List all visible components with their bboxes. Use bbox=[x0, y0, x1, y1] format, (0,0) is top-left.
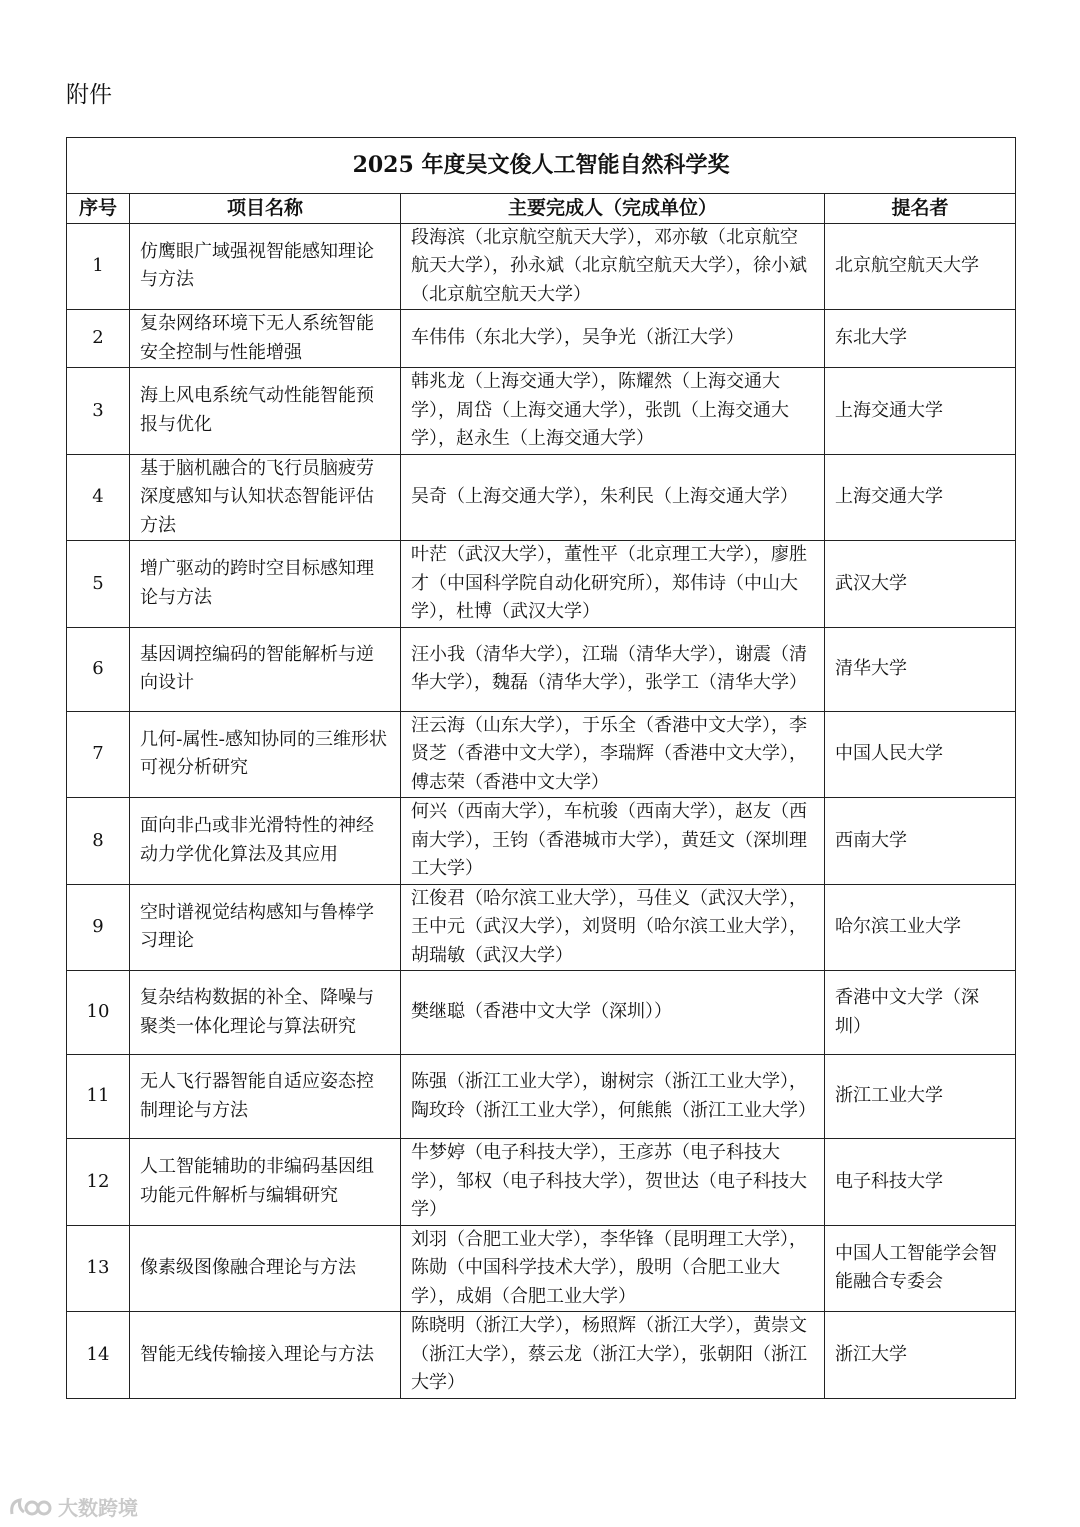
table-row bbox=[67, 1312, 1016, 1399]
table-row bbox=[67, 627, 1016, 711]
row-number: 10 bbox=[67, 971, 130, 1055]
column-header-nominator: 提名者 bbox=[825, 194, 1016, 224]
main-contributors: 何兴（西南大学），车杭骏（西南大学），赵友（西南大学），王钧（香港城市大学），黄廷文（深圳理工大学） bbox=[401, 798, 825, 885]
nominator: 北京航空航天大学 bbox=[825, 223, 1016, 310]
main-contributors: 韩兆龙（上海交通大学），陈耀然（上海交通大学），周岱（上海交通大学），张凯（上海交通大学），赵永生（上海交通大学） bbox=[401, 368, 825, 455]
main-contributors: 江俊君（哈尔滨工业大学），马佳义（武汉大学），王中元（武汉大学），刘贤明（哈尔滨工业大学），胡瑞敏（武汉大学） bbox=[401, 884, 825, 971]
nominator: 清华大学 bbox=[825, 627, 1016, 711]
table-row bbox=[67, 454, 1016, 541]
table-row bbox=[67, 971, 1016, 1055]
row-number: 13 bbox=[67, 1225, 130, 1312]
column-header-no: 序号 bbox=[67, 194, 130, 224]
table-row bbox=[67, 1055, 1016, 1139]
table-row bbox=[67, 223, 1016, 310]
nominator: 哈尔滨工业大学 bbox=[825, 884, 1016, 971]
row-number: 9 bbox=[67, 884, 130, 971]
row-number: 8 bbox=[67, 798, 130, 885]
project-name: 面向非凸或非光滑特性的神经动力学优化算法及其应用 bbox=[130, 798, 401, 885]
nominator: 浙江工业大学 bbox=[825, 1055, 1016, 1139]
watermark-logo-icon bbox=[8, 1494, 52, 1520]
nominator: 中国人民大学 bbox=[825, 711, 1016, 798]
main-contributors: 陈晓明（浙江大学），杨照辉（浙江大学），黄崇文（浙江大学），蔡云龙（浙江大学），张朝阳（浙江大学） bbox=[401, 1312, 825, 1399]
project-name: 人工智能辅助的非编码基因组功能元件解析与编辑研究 bbox=[130, 1139, 401, 1226]
table-row bbox=[67, 884, 1016, 971]
row-number: 5 bbox=[67, 541, 130, 628]
project-name: 空时谱视觉结构感知与鲁棒学习理论 bbox=[130, 884, 401, 971]
project-name: 海上风电系统气动性能智能预报与优化 bbox=[130, 368, 401, 455]
table-row bbox=[67, 711, 1016, 798]
nominator: 上海交通大学 bbox=[825, 454, 1016, 541]
table-row bbox=[67, 541, 1016, 628]
column-header-people: 主要完成人（完成单位） bbox=[401, 194, 825, 224]
project-name: 基因调控编码的智能解析与逆向设计 bbox=[130, 627, 401, 711]
row-number: 14 bbox=[67, 1312, 130, 1399]
row-number: 6 bbox=[67, 627, 130, 711]
row-number: 7 bbox=[67, 711, 130, 798]
row-number: 4 bbox=[67, 454, 130, 541]
project-name: 基于脑机融合的飞行员脑疲劳深度感知与认知状态智能评估方法 bbox=[130, 454, 401, 541]
main-contributors: 车伟伟（东北大学），吴争光（浙江大学） bbox=[401, 310, 825, 368]
main-contributors: 陈强（浙江工业大学），谢树宗（浙江工业大学），陶玫玲（浙江工业大学），何熊熊（浙江工业大学） bbox=[401, 1055, 825, 1139]
project-name: 无人飞行器智能自适应姿态控制理论与方法 bbox=[130, 1055, 401, 1139]
row-number: 1 bbox=[67, 223, 130, 310]
table-row bbox=[67, 368, 1016, 455]
project-name: 智能无线传输接入理论与方法 bbox=[130, 1312, 401, 1399]
nominator: 武汉大学 bbox=[825, 541, 1016, 628]
row-number: 11 bbox=[67, 1055, 130, 1139]
main-contributors: 吴奇（上海交通大学），朱利民（上海交通大学） bbox=[401, 454, 825, 541]
project-name: 像素级图像融合理论与方法 bbox=[130, 1225, 401, 1312]
column-header-project: 项目名称 bbox=[130, 194, 401, 224]
table-title: 2025 年度吴文俊人工智能自然科学奖 bbox=[67, 138, 1016, 194]
project-name: 仿鹰眼广域强视智能感知理论与方法 bbox=[130, 223, 401, 310]
main-contributors: 汪云海（山东大学），于乐全（香港中文大学），李贤芝（香港中文大学），李瑞辉（香港中文大学），傅志荣（香港中文大学） bbox=[401, 711, 825, 798]
project-name: 增广驱动的跨时空目标感知理论与方法 bbox=[130, 541, 401, 628]
main-contributors: 叶茫（武汉大学），董性平（北京理工大学），廖胜才（中国科学院自动化研究所），郑伟诗（中山大学），杜博（武汉大学） bbox=[401, 541, 825, 628]
nominator: 电子科技大学 bbox=[825, 1139, 1016, 1226]
table-row bbox=[67, 1225, 1016, 1312]
nominator: 西南大学 bbox=[825, 798, 1016, 885]
nominator: 上海交通大学 bbox=[825, 368, 1016, 455]
nominator: 中国人工智能学会智能融合专委会 bbox=[825, 1225, 1016, 1312]
watermark bbox=[8, 1492, 138, 1521]
table-row bbox=[67, 798, 1016, 885]
project-name: 复杂网络环境下无人系统智能安全控制与性能增强 bbox=[130, 310, 401, 368]
main-contributors: 樊继聪（香港中文大学（深圳）） bbox=[401, 971, 825, 1055]
main-contributors: 刘羽（合肥工业大学），李华锋（昆明理工大学），陈勋（中国科学技术大学），殷明（合肥工业大学），成娟（合肥工业大学） bbox=[401, 1225, 825, 1312]
row-number: 3 bbox=[67, 368, 130, 455]
award-table bbox=[66, 137, 1016, 1399]
row-number: 2 bbox=[67, 310, 130, 368]
table-row bbox=[67, 1139, 1016, 1226]
main-contributors: 段海滨（北京航空航天大学），邓亦敏（北京航空航天大学），孙永斌（北京航空航天大学），徐小斌（北京航空航天大学） bbox=[401, 223, 825, 310]
nominator: 东北大学 bbox=[825, 310, 1016, 368]
main-contributors: 牛梦婷（电子科技大学），王彦苏（电子科技大学），邹权（电子科技大学），贺世达（电子科技大学） bbox=[401, 1139, 825, 1226]
row-number: 12 bbox=[67, 1139, 130, 1226]
table-row bbox=[67, 310, 1016, 368]
project-name: 几何-属性-感知协同的三维形状可视分析研究 bbox=[130, 711, 401, 798]
attachment-label: 附件 bbox=[66, 82, 112, 108]
nominator: 浙江大学 bbox=[825, 1312, 1016, 1399]
main-contributors: 汪小我（清华大学），江瑞（清华大学），谢震（清华大学），魏磊（清华大学），张学工（清华大学） bbox=[401, 627, 825, 711]
nominator: 香港中文大学（深圳） bbox=[825, 971, 1016, 1055]
watermark-text: 大数跨境 bbox=[58, 1496, 138, 1520]
project-name: 复杂结构数据的补全、降噪与聚类一体化理论与算法研究 bbox=[130, 971, 401, 1055]
